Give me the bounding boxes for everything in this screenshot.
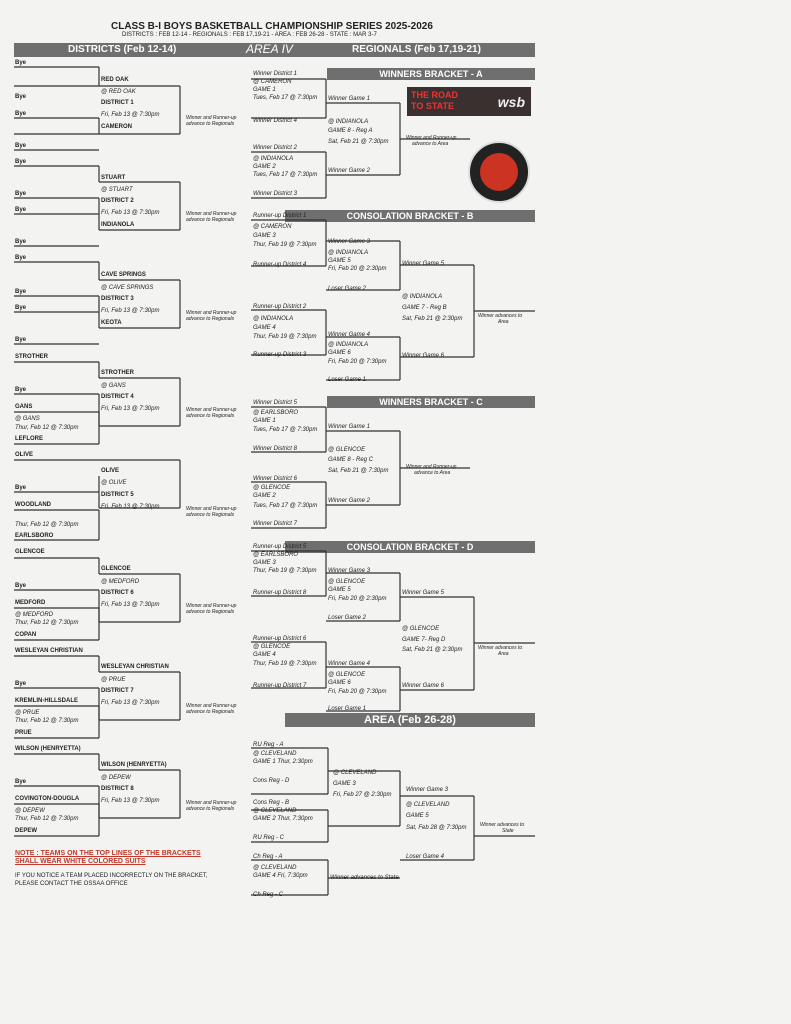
slot-label: Loser Game 2 — [328, 615, 367, 621]
game-date: Sat, Feb 28 @ 7:30pm — [406, 825, 467, 831]
slot-label: Winner District 8 — [253, 446, 297, 452]
advance-note: Winner and Runner-up — [186, 703, 237, 709]
bye-slot: Bye — [15, 779, 27, 785]
district-site: @ RED OAK — [101, 89, 136, 95]
game-site: @ CLEVELAND — [253, 751, 297, 757]
game-site: @ EARLSBORO — [253, 410, 299, 416]
team-strother: STROTHER — [15, 354, 48, 360]
game-number: GAME 1 — [253, 418, 276, 424]
team-earlsboro: EARLSBORO — [15, 533, 54, 539]
slot-label: Runner-up District 2 — [253, 304, 307, 310]
slot-label: Winner Game 5 — [402, 261, 444, 267]
game-date: Fri, Feb 27 @ 2:30pm — [333, 792, 392, 798]
note-line-1: NOTE : TEAMS ON THE TOP LINES OF THE BRACKETS — [15, 850, 201, 857]
district-date: Fri, Feb 13 @ 7:30pm — [101, 406, 160, 412]
page-subtitle: DISTRICTS : FEB 12-14 - REGIONALS : FEB 17,19-21 - AREA : FEB 26-28 - STATE : MAR 3-7 — [122, 32, 377, 38]
district-date: Fri, Feb 13 @ 7:30pm — [101, 112, 160, 118]
wsb-logo: wsb — [497, 94, 525, 110]
game-date: Tues, Feb 17 @ 7:30pm — [253, 172, 318, 178]
district-date: Fri, Feb 13 @ 7:30pm — [101, 504, 160, 510]
slot-label: Winner District 2 — [253, 145, 297, 151]
bye-slot: Bye — [15, 337, 27, 343]
advance-note: Winner advances to — [480, 822, 525, 828]
game-site: @ GLENCOE — [328, 447, 366, 453]
game-site: @ INDIANOLA — [253, 316, 294, 322]
district-date: Fri, Feb 13 @ 7:30pm — [101, 798, 160, 804]
advance-note: advance to Regionals — [186, 316, 235, 322]
team-red-oak: RED OAK — [101, 77, 129, 83]
note-line-2: SHALL WEAR WHITE COLORED SUITS — [15, 858, 146, 865]
team-prue: PRUE — [15, 730, 32, 736]
slot-label: Winner District 7 — [253, 521, 297, 527]
team-wilson-henryetta: WILSON (HENRYETTA) — [101, 762, 167, 768]
slot-label: Winner Game 3 — [406, 787, 448, 793]
team-cave-springs: CAVE SPRINGS — [101, 272, 146, 278]
slot-label: RU Reg - C — [253, 835, 285, 841]
game-date: Fri, Feb 20 @ 7:30pm — [328, 359, 387, 365]
bye-slot: Bye — [15, 681, 27, 687]
advance-note: Winner and Runner-up — [406, 464, 457, 470]
team-indianola: INDIANOLA — [101, 222, 135, 228]
district-label: DISTRICT 7 — [101, 688, 134, 694]
advance-note: Area — [498, 651, 509, 657]
game-site: @ CLEVELAND — [406, 802, 450, 808]
slot-label: Ch Reg - A — [253, 854, 283, 860]
district-label: DISTRICT 4 — [101, 394, 134, 400]
district-site: @ STUART — [101, 187, 133, 193]
pre-site: @ DEPEW — [15, 808, 45, 814]
game-number: GAME 3 — [333, 781, 356, 787]
bye-slot: Bye — [15, 387, 27, 393]
team-strother: STROTHER — [101, 370, 134, 376]
game-date: Thur, Feb 19 @ 7:30pm — [253, 661, 317, 667]
slot-label: Winner Game 1 — [328, 96, 370, 102]
slot-label: Runner-up District 8 — [253, 590, 307, 596]
advance-note: advance to Area — [414, 470, 451, 476]
game-site: @ GLENCOE — [328, 672, 366, 678]
slot-label: Winner District 6 — [253, 476, 297, 482]
game-site: @ INDIANOLA — [328, 342, 369, 348]
contact-note-1: IF YOU NOTICE A TEAM PLACED INCORRECTLY ON THE BRACKET, — [15, 873, 208, 879]
advance-note: advance to Regionals — [186, 806, 235, 812]
area-bar: AREA (Feb 26-28) — [285, 713, 535, 727]
team-olive: OLIVE — [15, 452, 34, 458]
game-number: GAME 4 Fri, 7:30pm — [253, 873, 308, 879]
game-site: @ EARLSBORO — [253, 552, 299, 558]
district-date: Fri, Feb 13 @ 7:30pm — [101, 602, 160, 608]
team-wilson-henryetta: WILSON (HENRYETTA) — [15, 746, 81, 752]
winners-bracket-c-bar: WINNERS BRACKET - C — [327, 396, 535, 408]
consolation-bracket-b-bar: CONSOLATION BRACKET - B — [285, 210, 535, 222]
team-medford: MEDFORD — [15, 600, 46, 606]
slot-label: Loser Game 1 — [328, 377, 367, 383]
slot-label: Winner Game 3 — [328, 568, 370, 574]
game-date: Tues, Feb 17 @ 7:30pm — [253, 95, 318, 101]
bye-slot: Bye — [15, 239, 27, 245]
pre-site: @ GANS — [15, 416, 40, 422]
bye-slot: Bye — [15, 60, 27, 66]
game-site: @ INDIANOLA — [402, 294, 443, 300]
bye-slot: Bye — [15, 111, 27, 117]
team-wesleyan-christian: WESLEYAN CHRISTIAN — [101, 664, 169, 670]
bye-slot: Bye — [15, 255, 27, 261]
advance-note: advance to Regionals — [186, 512, 235, 518]
game-site: @ CLEVELAND — [333, 770, 377, 776]
district-label: DISTRICT 1 — [101, 100, 134, 106]
pre-date: Thur, Feb 12 @ 7:30pm — [15, 816, 79, 822]
game-number: GAME 6 — [328, 350, 351, 356]
district-date: Fri, Feb 13 @ 7:30pm — [101, 308, 160, 314]
pre-date: Thur, Feb 12 @ 7:30pm — [15, 522, 79, 528]
advance-note: Winner advances to — [478, 645, 523, 651]
advance-note: Winner and Runner-up — [186, 506, 237, 512]
team-cameron: CAMERON — [101, 124, 132, 130]
advance-note: Winner advances to — [478, 313, 523, 319]
bye-slot: Bye — [15, 191, 27, 197]
advance-note: advance to Regionals — [186, 413, 235, 419]
team-glencoe: GLENCOE — [15, 549, 45, 555]
slot-label: Runner-up District 4 — [253, 262, 307, 268]
team-stuart: STUART — [101, 175, 126, 181]
game-number: GAME 3 — [253, 233, 276, 239]
advance-note: Winner and Runner-up — [186, 603, 237, 609]
game-number: GAME 1 Thur, 2:30pm — [253, 759, 313, 765]
consolation-bracket-d-bar: CONSOLATION BRACKET - D — [285, 541, 535, 553]
advance-note: advance to Area — [412, 141, 449, 147]
game-site: @ GLENCOE — [402, 626, 440, 632]
bye-slot: Bye — [15, 305, 27, 311]
advance-note: Winner and Runner-up — [186, 211, 237, 217]
team-leflore: LEFLORE — [15, 436, 43, 442]
district-label: DISTRICT 3 — [101, 296, 134, 302]
district-site: @ DEPEW — [101, 775, 131, 781]
game-number: GAME 4 — [253, 325, 276, 331]
district-site: @ OLIVE — [101, 480, 127, 486]
game-date: Sat, Feb 21 @ 2:30pm — [402, 647, 463, 653]
game-date: Sat, Feb 21 @ 7:30pm — [328, 468, 389, 474]
bye-slot: Bye — [15, 485, 27, 491]
game-date: Thur, Feb 19 @ 7:30pm — [253, 242, 317, 248]
game-site: @ GLENCOE — [253, 485, 291, 491]
bye-slot: Bye — [15, 94, 27, 100]
slot-label: Runner-up District 6 — [253, 636, 307, 642]
bye-slot: Bye — [15, 289, 27, 295]
slot-label: Winner Game 2 — [328, 498, 370, 504]
slot-label: Loser Game 1 — [328, 706, 367, 712]
slot-label: RU Reg - A — [253, 742, 284, 748]
game-site: @ CLEVELAND — [253, 865, 297, 871]
pre-site: @ PRUE — [15, 710, 40, 716]
advance-note: advance to Regionals — [186, 121, 235, 127]
district-site: @ PRUE — [101, 677, 126, 683]
advance-note: Winner and Runner-up — [186, 407, 237, 413]
state-text: TO STATE — [411, 101, 455, 111]
advance-note: Winner and Runner-up — [406, 135, 457, 141]
game-number: GAME 2 Thur, 7:30pm — [253, 816, 313, 822]
advance-note: advance to Regionals — [186, 609, 235, 615]
team-gans: GANS — [15, 404, 33, 410]
game-number: GAME 5 — [406, 813, 429, 819]
game-date: Tues, Feb 17 @ 7:30pm — [253, 427, 318, 433]
slot-label: Winner Game 3 — [328, 239, 370, 245]
slot-label: Cons Reg - D — [253, 778, 290, 784]
district-label: DISTRICT 6 — [101, 590, 134, 596]
team-wesleyan-christian: WESLEYAN CHRISTIAN — [15, 648, 83, 654]
game-site: @ INDIANOLA — [253, 156, 294, 162]
team-copan: COPAN — [15, 632, 37, 638]
game-date: Fri, Feb 20 @ 2:30pm — [328, 266, 387, 272]
game-date: Fri, Feb 20 @ 7:30pm — [328, 689, 387, 695]
slot-label: Runner-up District 3 — [253, 352, 307, 358]
slot-label: Winner Game 4 — [328, 661, 370, 667]
game-site: @ CAMERON — [253, 79, 292, 85]
advance-note: Winner advances to State — [330, 875, 399, 881]
district-label: DISTRICT 2 — [101, 198, 134, 204]
slot-label: Cons Reg - B — [253, 800, 290, 806]
advance-note: Winner and Runner-up — [186, 115, 237, 121]
game-site: @ INDIANOLA — [328, 250, 369, 256]
slot-label: Winner Game 6 — [402, 683, 444, 689]
slot-label: Winner Game 5 — [402, 590, 444, 596]
slot-label: Winner Game 1 — [328, 424, 370, 430]
advance-note: Area — [498, 319, 509, 325]
slot-label: Winner District 4 — [253, 118, 297, 124]
pre-date: Thur, Feb 12 @ 7:30pm — [15, 620, 79, 626]
game-number: GAME 8 - Reg C — [328, 457, 374, 463]
team-depew: DEPEW — [15, 828, 38, 834]
game-site: @ GLENCOE — [253, 644, 291, 650]
game-number: GAME 2 — [253, 493, 276, 499]
district-label: DISTRICT 5 — [101, 492, 134, 498]
game-number: GAME 4 — [253, 652, 276, 658]
game-date: Tues, Feb 17 @ 7:30pm — [253, 503, 318, 509]
advance-note: Winner and Runner-up — [186, 800, 237, 806]
advance-note: State — [502, 828, 514, 834]
pre-date: Thur, Feb 12 @ 7:30pm — [15, 425, 79, 431]
slot-label: Winner District 3 — [253, 191, 297, 197]
district-site: @ GANS — [101, 383, 126, 389]
district-date: Fri, Feb 13 @ 7:30pm — [101, 210, 160, 216]
contact-note-2: PLEASE CONTACT THE OSSAA OFFICE — [15, 881, 128, 887]
winners-bracket-a-bar: WINNERS BRACKET - A — [327, 68, 535, 80]
game-site: @ INDIANOLA — [328, 119, 369, 125]
game-number: GAME 7- Reg D — [402, 637, 446, 643]
game-date: Fri, Feb 20 @ 2:30pm — [328, 596, 387, 602]
area-iv-heading: AREA IV — [246, 42, 293, 56]
game-date: Sat, Feb 21 @ 2:30pm — [402, 316, 463, 322]
game-number: GAME 5 — [328, 587, 351, 593]
slot-label: Loser Game 4 — [406, 854, 445, 860]
bye-slot: Bye — [15, 159, 27, 165]
advance-note: advance to Regionals — [186, 217, 235, 223]
slot-label: Runner-up District 5 — [253, 544, 307, 550]
regionals-heading: REGIONALS (Feb 17,19-21) — [352, 44, 481, 55]
slot-label: Winner Game 4 — [328, 332, 370, 338]
game-number: GAME 6 — [328, 680, 351, 686]
team-glencoe: GLENCOE — [101, 566, 131, 572]
team-keota: KEOTA — [101, 320, 122, 326]
game-number: GAME 1 — [253, 87, 276, 93]
team-woodland: WOODLAND — [15, 502, 51, 508]
slot-label: Winner Game 2 — [328, 168, 370, 174]
game-number: GAME 7 - Reg B — [402, 305, 447, 311]
slot-label: Loser Game 2 — [328, 286, 367, 292]
pre-date: Thur, Feb 12 @ 7:30pm — [15, 718, 79, 724]
slot-label: Winner District 1 — [253, 71, 297, 77]
districts-heading: DISTRICTS (Feb 12-14) — [68, 44, 177, 55]
district-site: @ MEDFORD — [101, 579, 140, 585]
game-date: Thur, Feb 19 @ 7:30pm — [253, 334, 317, 340]
bye-slot: Bye — [15, 207, 27, 213]
game-date: Thur, Feb 19 @ 7:30pm — [253, 568, 317, 574]
game-site: @ GLENCOE — [328, 579, 366, 585]
district-date: Fri, Feb 13 @ 7:30pm — [101, 700, 160, 706]
slot-label: Winner Game 6 — [402, 353, 444, 359]
team-kremlin-hillsdale: KREMLIN-HILLSDALE — [15, 698, 78, 704]
team-olive: OLIVE — [101, 468, 120, 474]
slot-label: Runner-up District 1 — [253, 213, 307, 219]
game-number: GAME 5 — [328, 258, 351, 264]
page-title: CLASS B-I BOYS BASKETBALL CHAMPIONSHIP SERIES 2025-2026 — [111, 21, 433, 32]
game-number: GAME 3 — [253, 560, 276, 566]
game-number: GAME 2 — [253, 164, 276, 170]
game-date: Sat, Feb 21 @ 7:30pm — [328, 139, 389, 145]
advance-note: advance to Regionals — [186, 709, 235, 715]
district-label: DISTRICT 8 — [101, 786, 134, 792]
game-site: @ CLEVELAND — [253, 808, 297, 814]
bye-slot: Bye — [15, 583, 27, 589]
game-number: GAME 8 - Reg A — [328, 128, 373, 134]
district-site: @ CAVE SPRINGS — [101, 285, 154, 291]
pre-site: @ MEDFORD — [15, 612, 54, 618]
advance-note: Winner and Runner-up — [186, 310, 237, 316]
road-text: THE ROAD — [411, 90, 458, 100]
slot-label: Ch Reg - C — [253, 892, 284, 898]
slot-label: Runner-up District 7 — [253, 683, 307, 689]
team-covington-douglas: COVINGTON-DOUGLA — [15, 796, 80, 802]
game-site: @ CAMERON — [253, 224, 292, 230]
bye-slot: Bye — [15, 143, 27, 149]
slot-label: Winner District 5 — [253, 400, 297, 406]
